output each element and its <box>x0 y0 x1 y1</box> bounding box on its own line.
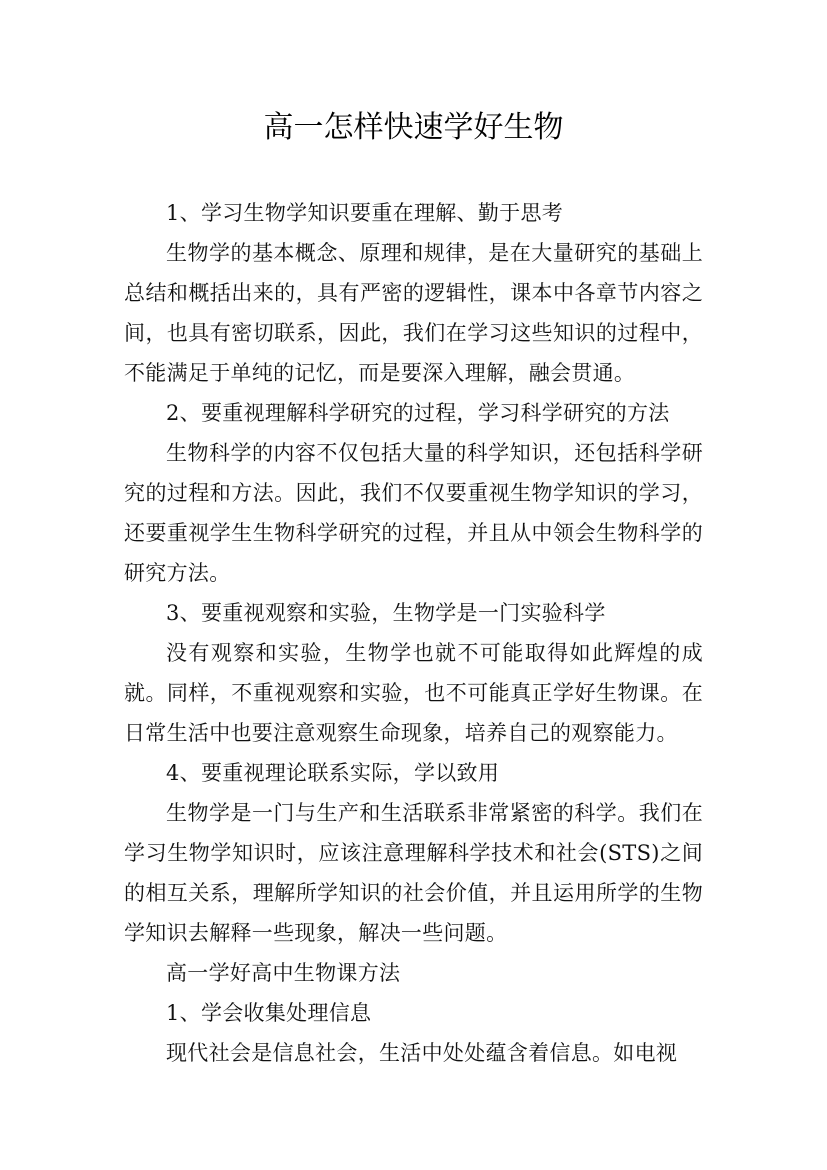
body-paragraph-1: 生物学的基本概念、原理和规律，是在大量研究的基础上总结和概括出来的，具有严密的逻辑性，课本中各章节内容之间，也具有密切联系，因此，我们在学习这些知识的过程中，不能满足于单纯的记忆，而是要深入理解，融会贯通。 <box>124 241 703 385</box>
document-title: 高一怎样快速学好生物 <box>263 110 564 145</box>
section-heading-3: 3、要重视观察和实验，生物学是一门实验科学 <box>166 601 606 625</box>
subtitle-methods: 高一学好高中生物课方法 <box>166 961 401 985</box>
body-paragraph-2: 生物科学的内容不仅包括大量的科学知识，还包括科学研究的过程和方法。因此，我们不仅要重视生物学知识的学习，还要重视学生生物科学研究的过程，并且从中领会生物科学的研究方法。 <box>124 441 703 585</box>
section-heading-4: 4、要重视理论联系实际，学以致用 <box>166 761 500 785</box>
section-heading-2: 2、要重视理解科学研究的过程，学习科学研究的方法 <box>166 401 670 425</box>
method-heading-1: 1、学会收集处理信息 <box>166 1001 372 1025</box>
body-paragraph-3: 没有观察和实验，生物学也就不可能取得如此辉煌的成就。同样，不重视观察和实验，也不可能真正学好生物课。在日常生活中也要注意观察生命现象，培养自己的观察能力。 <box>124 641 703 745</box>
document-body <box>124 193 703 1073</box>
body-paragraph-4: 生物学是一门与生产和生活联系非常紧密的科学。我们在学习生物学知识时，应该注意理解科学技术和社会(STS)之间的相互关系，理解所学知识的社会价值，并且运用所学的生物学知识去解释一些现象，解决一些问题。 <box>124 801 703 945</box>
method-paragraph-1: 现代社会是信息社会，生活中处处蕴含着信息。如电视 <box>166 1041 678 1065</box>
section-heading-1: 1、学习生物学知识要重在理解、勤于思考 <box>166 201 564 225</box>
